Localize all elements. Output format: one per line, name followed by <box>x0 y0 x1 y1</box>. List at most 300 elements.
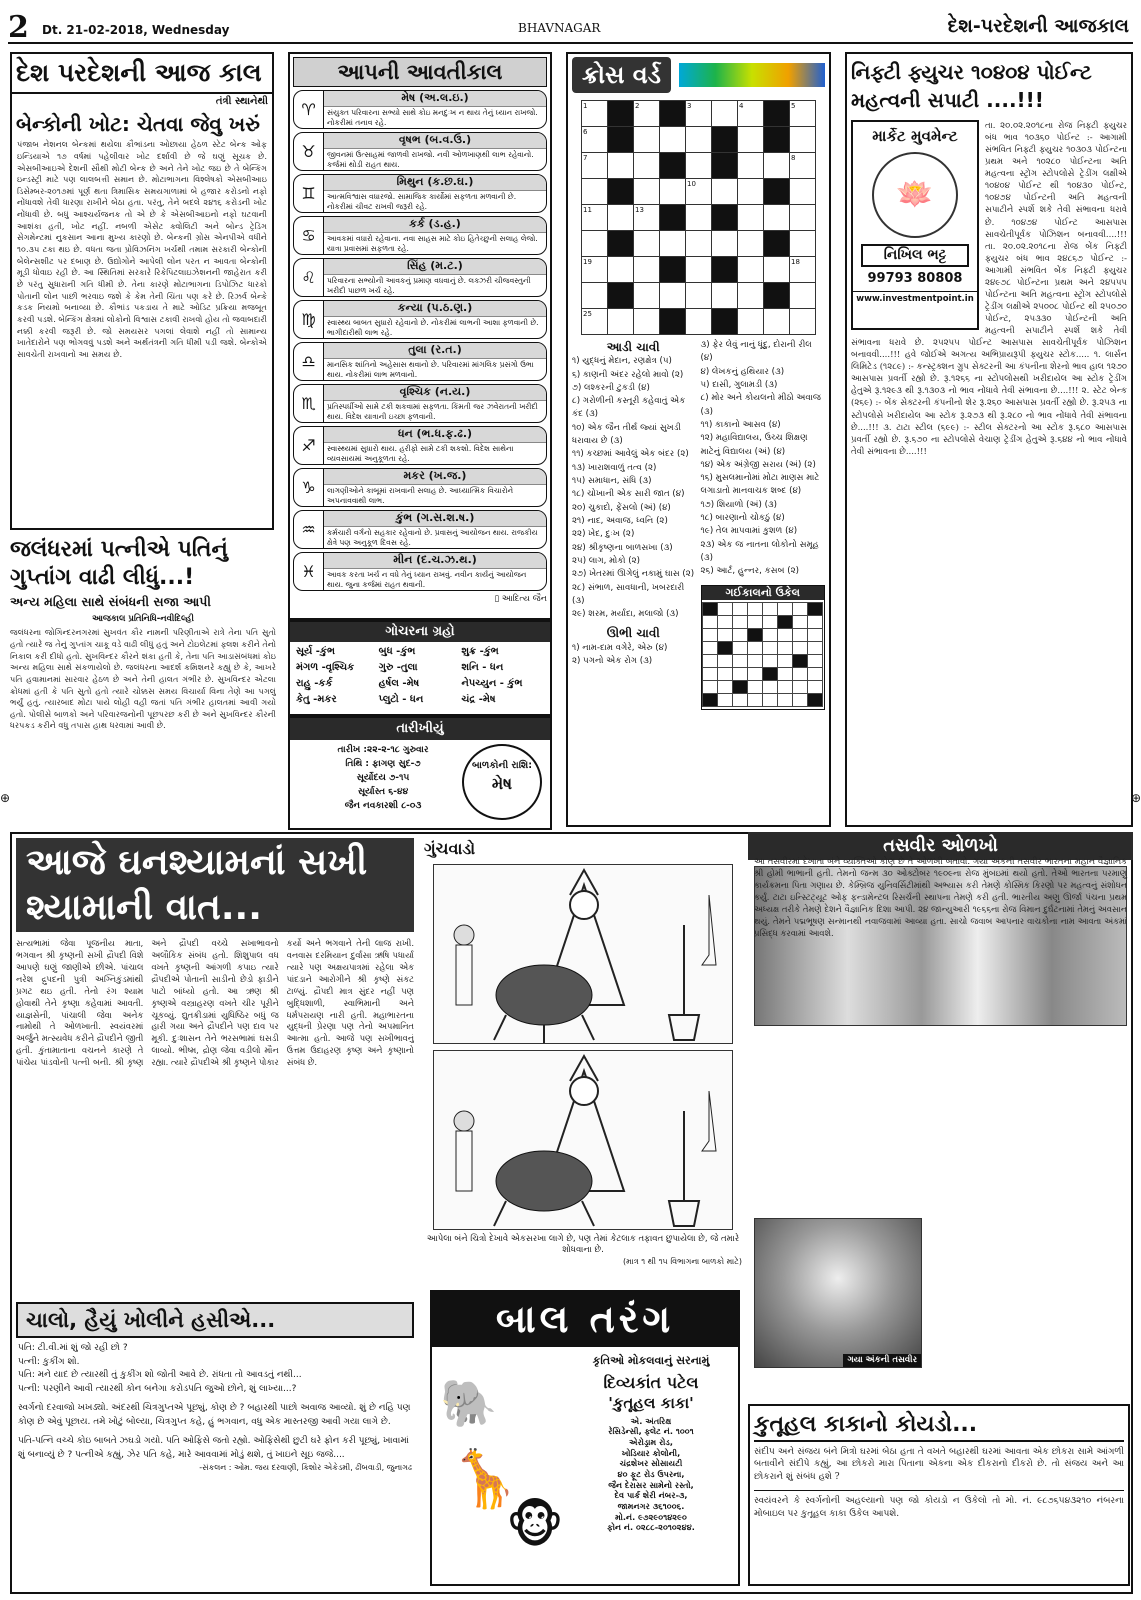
sign-description: આવકમાં વધારો રહેવાના. નવા સાહસ માટે કોઇ હિતેચ્છુની સલાહ લેજો. યાત્રા પ્રવાસમાં સફળતા રહે. <box>327 234 538 253</box>
editorial-byline: તંત્રી સ્થાનેથી <box>215 95 268 107</box>
sign-name: વૃશ્ચિક (ન.ય.) <box>324 385 546 401</box>
crossword-cell: 4 <box>738 101 764 127</box>
news-subtitle: અન્ય મહિલા સાથે સંબંધની સજા આપી <box>10 594 211 609</box>
crossword-cell <box>738 309 764 335</box>
solution-cell <box>793 603 808 616</box>
address-line: જૈન દેરાસર સામેનો રસ્તો, <box>608 1479 694 1490</box>
clue-item: ૧૯) તેલ માપવામાં કુશળ (૪) <box>700 526 798 537</box>
crossword-cell <box>790 127 816 153</box>
crossword-cell <box>712 283 738 309</box>
solution-cell <box>763 603 778 616</box>
solution-cell <box>748 616 763 629</box>
registration-mark-right: ⊕ <box>1130 791 1141 805</box>
crossword-cell <box>764 205 790 231</box>
solution-cell <box>718 668 733 681</box>
solution-cell <box>733 603 748 616</box>
solution-cell <box>748 603 763 616</box>
planets-box <box>288 620 552 716</box>
crossword-cell: 6 <box>582 127 608 153</box>
clue-item: ૨) પગનો એક રોગ (૩) <box>572 655 653 666</box>
sign-row <box>293 132 547 171</box>
crossword-cell <box>634 257 660 283</box>
crossword-cell <box>608 127 634 153</box>
crossword-cell <box>634 179 660 205</box>
calendar-box <box>288 716 552 830</box>
puzzle-box <box>424 838 742 1284</box>
crossword-color-strip <box>679 63 825 87</box>
clue-item: ૨૯) શરમ, મર્યાદા, મલાજો (૩) <box>572 609 679 620</box>
solution-cell <box>733 655 748 668</box>
solution-cell <box>778 655 793 668</box>
jokes-title: ચાલો, હૈયું ખોલીને હસીએ... <box>16 1302 414 1338</box>
zodiac-icon: ♓ <box>294 553 324 590</box>
crossword-cell: 5 <box>790 101 816 127</box>
crossword-cell <box>712 309 738 335</box>
crossword-cell: 19 <box>582 257 608 283</box>
crossword-cell <box>738 127 764 153</box>
crossword-cell <box>738 231 764 257</box>
sign-row <box>293 384 547 423</box>
joke-line: પત્ની: પરણીને આવી ત્યારથી કોન બનેગા કરોડપતિ જુઓ છોને, શું લાખ્યા...? <box>18 1383 297 1394</box>
clue-item: ૨૮) સંભાળ, સાવધાની, ખબરદારી (૩) <box>572 582 685 606</box>
sign-text <box>324 385 546 422</box>
solution-cell <box>733 681 748 694</box>
address-line: જામનગર ૩૬૧૦૦૬. <box>617 1500 685 1511</box>
jokes-box <box>16 1302 414 1590</box>
crossword-cell <box>634 127 660 153</box>
crossword-cell <box>764 101 790 127</box>
crossword-cell: 18 <box>790 257 816 283</box>
joke-line: પતિ: મને યાદ છે ત્યારથી તું કુકીંગ શો જોતી આવે છે. રાંધતા તો આવડતું નથી... <box>18 1370 302 1381</box>
crossword-cell <box>660 205 686 231</box>
sign-description: સ્વાસ્થ્ય બાબત સુધારો રહેવાનો છે. નોકરીમાં લાભની આશા ફળવાની છે. ભાગીદારીથી લાભ રહે. <box>327 318 539 337</box>
solution-cell <box>718 629 733 642</box>
solution-cell <box>763 694 778 707</box>
solution-cell <box>748 642 763 655</box>
planet-row <box>296 660 544 676</box>
zodiac-icon: ♌ <box>294 259 324 296</box>
crossword-cell <box>712 257 738 283</box>
solution-cell <box>778 694 793 707</box>
horoscope-author-name: આદિત્ય જૈન <box>501 594 547 605</box>
crossword-cell <box>764 231 790 257</box>
crossword-cell <box>738 283 764 309</box>
solution-cell <box>718 603 733 616</box>
solution-cell <box>718 694 733 707</box>
crossword-cell <box>764 153 790 179</box>
solution-cell <box>763 668 778 681</box>
sign-name: મકર (ખ.જ.) <box>324 469 546 485</box>
sign-row <box>293 342 547 381</box>
krishna-article <box>16 838 414 1298</box>
sign-text <box>324 427 546 464</box>
solution-cell <box>703 655 718 668</box>
crossword-cell <box>790 309 816 335</box>
solution-cell <box>703 616 718 629</box>
solution-cell <box>778 603 793 616</box>
planet-row <box>296 692 544 708</box>
zodiac-icon: ♊ <box>294 175 324 212</box>
solution-cell <box>778 642 793 655</box>
clue-item: ૧૨) મહાવિદ્યાલય, ઉચ્ચ શિક્ષણ માટેનું વિદ્યાલય (અં) (૪) <box>700 433 808 457</box>
crossword-cell <box>686 231 712 257</box>
solution-cell <box>718 655 733 668</box>
solution-cell <box>718 681 733 694</box>
sign-text <box>324 301 546 338</box>
clue-item: ૭) લશ્કરની ટુકડી (૪) <box>572 382 650 393</box>
planet-cell: રાહુ -કર્ક <box>296 677 333 689</box>
photo-quiz-body: આ તસવીરમાં દેખાતા બંને વ્યક્તિઓ કોણ છે તે ઓળખી બતાવો. ગયા અંકની તસવીર ભારતના મહાન વૈજ્ઞાનિક શ્રી હોમી ભાભાની હતી. તેમનો જન્મ ૩૦ ઓક્ટોબર ૧૯૦૯ના રોજ મુંબઇમાં થયો હતો. તેઓ ભારતના પરમાણુ કાર્યક્રમના પિતા ગણાય છે. કેમ્બ્રિજ યુનિવર્સિટીમાંથી અભ્યાસ કરી તેમણે કોસ્મિક કિરણો પર મહત્વનું સંશોધન કર્યું. ટાટા ઇન્સ્ટિટ્યૂટ ઓફ ફન્ડામેન્ટલ રિસર્ચની સ્થાપના તેમણે કરી હતી. ભારતીય અણુ ઊર્જા પંચના પ્રથમ અધ્યક્ષ તરીકે તેમણે દેશને વૈજ્ઞાનિક દિશા આપી. ૨૪ જાન્યુઆરી ૧૯૬૬ના રોજ વિમાન દુર્ઘટનામાં તેમનું અવસાન થયું. તેમને પદ્મભૂષણ સન્માનથી નવાજવામાં આવ્યા હતા. સાચો જવાબ આપનાર વાચકોના નામ આવતા અંકમાં પ્રસિદ્ધ કરવામાં આવશે. <box>754 856 1127 938</box>
planet-row <box>296 644 544 660</box>
solution-cell <box>703 681 718 694</box>
solution-cell <box>748 629 763 642</box>
solution-cell <box>808 616 823 629</box>
nifty-title: નિફ્ટી ફ્યુચર ૧૦૪૦૪ પોઈન્ટ મહત્વની સપાટી ....!!! <box>851 60 1092 112</box>
crossword-cell <box>660 127 686 153</box>
clue-item: ૨૦) ચુકાદો, ફેંસલો (અં) (૪) <box>572 502 671 513</box>
calendar-line: તારીખ :૨૨-૨-૧૮ ગુરુવાર <box>337 745 429 755</box>
crossword-cell <box>790 205 816 231</box>
sign-name: કુંભ (ગ.સ.શ.ષ.) <box>324 511 546 527</box>
clue-item: ૧૬) મુસલમાનોમાં મોટા માણસ માટે લગાડાતો માનવાચક શબ્દ (૪) <box>700 473 820 497</box>
clue-item: ૨૩) એક જ નાતના લોકોનો સમૂહ (૩) <box>700 539 819 563</box>
sign-description: કર્મચારી વર્ગનો સહકાર રહેવાનો છે. પ્રવાસનું આયોજન થાય. રાજકીય ક્ષેત્રે પણ અનુકૂળ દિવસ રહે. <box>327 528 538 547</box>
sign-name: કર્ક (ડ.હ.) <box>324 217 546 233</box>
horoscope-title: આપની આવતીકાલ <box>293 57 547 87</box>
crossword-cell <box>686 127 712 153</box>
previous-photo <box>754 1218 922 1368</box>
zodiac-icon: ♏ <box>294 385 324 422</box>
clue-item: ૩) ફેર લેવું નાનું ધૂંદુ, દોરાની રીલ (૪) <box>700 340 812 364</box>
crossword-cell <box>764 309 790 335</box>
puzzle-caption: આપેલા બંને ચિત્રો દેખાવે એકસરખા લાગે છે, પણ તેમાં કેટલાક તફાવત છુપાયેલા છે, જે તમારે શોધવાના છે. <box>426 1233 740 1256</box>
sign-name: વૃષભ (બ.વ.ઉ.) <box>324 133 546 149</box>
joke-line: સ્વર્ગનો દરવાજો ખખડ્યો. અંદરથી ચિત્રગુપ્તએ પૂછ્યું, કોણ છે ? બહારથી પાછો અવાજ આવ્યો. શું છે નહિ પણ કોણ છે એવું પૂછાય. તમે ખોટું બોલ્યા, ચિત્રગુપ્ત કહે, હું ભગવાન, વધુ એક માસ્તરજી આવી ગયા લાગે છે. <box>18 1403 411 1427</box>
clue-item: ૨૭) ખેતરમાં ઊગેલું નકામું ઘાસ (૨) <box>572 569 695 580</box>
crossword-cell <box>686 309 712 335</box>
solution-cell <box>748 655 763 668</box>
sign-row <box>293 468 547 507</box>
down-clues-a <box>572 642 695 669</box>
sign-text <box>324 217 546 254</box>
crossword-cell <box>608 179 634 205</box>
clue-item: ૫) દાસી, ગુલામડી (૩) <box>700 379 778 390</box>
crossword-cell <box>764 283 790 309</box>
crossword-cell <box>608 153 634 179</box>
solution-box <box>701 585 825 711</box>
planet-cell: બુધ -કુંભ <box>378 645 416 657</box>
solution-cell <box>748 668 763 681</box>
crossword-cell <box>608 101 634 127</box>
news-dateline: આજકાલ પ્રતિનિધિ-નવીદિલ્હી <box>92 613 194 624</box>
sign-description: પરિવારના સભ્યોની આવકનું પ્રમાણ વધવાનું છે. લક્ઝરી ચીજવસ્તુની ખરીદી પાછળ ખર્ચ રહે. <box>327 276 531 295</box>
puzzle-image-2 <box>433 1050 733 1230</box>
puzzle-image-1 <box>433 864 733 1044</box>
nifty-box <box>845 52 1133 827</box>
solution-cell <box>703 668 718 681</box>
riddle-answer-note: સ્વયંવરને કે સ્વર્ગનોની અહલ્યાનો પણ જો કોયડો ન ઉકેલો તો મો. નં. ૯૮૭૬૫૪૩૨૧૦ નંબરના મોબાઇલ પર કુતૂહલ કાકા ઉકેલ આપશે. <box>754 1490 1124 1521</box>
solution-cell <box>778 616 793 629</box>
clue-item: ૧૮) ચોખાની એક સારી જાત (૪) <box>572 489 685 500</box>
riddle-box <box>748 1404 1130 1586</box>
column-logo: 🪷 <box>872 152 958 238</box>
solution-cell <box>733 616 748 629</box>
crossword-cell <box>712 231 738 257</box>
address-line: ૪૦ ફૂટ રોડ ઉપરના, <box>617 1468 685 1479</box>
solution-cell <box>733 629 748 642</box>
planets-title: ગોચરના ગ્રહો <box>290 622 550 642</box>
sign-description: લાગણીઓને કાબૂમાં રાખવાની સલાહ છે. આધ્યાત્મિક વિચારોને અપનાવવાથી લાભ. <box>327 486 514 505</box>
crossword-cell <box>686 257 712 283</box>
solution-cell <box>808 629 823 642</box>
quiz-columns <box>748 856 1133 1368</box>
clue-item: ૧) યુદ્ધનું મેદાન, રણક્ષેત્ર (૫) <box>572 356 672 367</box>
planet-cell: મંગળ -વૃશ્ચિક <box>296 661 355 673</box>
solution-cell <box>748 694 763 707</box>
crossword-cell: 10 <box>686 179 712 205</box>
sign-row <box>293 300 547 339</box>
solution-cell <box>808 694 823 707</box>
crossword-cell <box>660 231 686 257</box>
solution-cell <box>703 603 718 616</box>
crossword-cell <box>738 153 764 179</box>
sign-row <box>293 510 547 549</box>
clue-item: ૨૬) આર્ટ, હુન્નર, કસબ (૨) <box>700 566 799 577</box>
crossword-clues <box>568 335 829 710</box>
column-name: માર્કેટ મુવમેન્ટ <box>872 127 958 145</box>
solution-cell <box>763 629 778 642</box>
news-story <box>10 536 276 826</box>
clue-item: ૨૫) લાગ, મોકો (૨) <box>572 555 641 566</box>
crossword-cell <box>660 283 686 309</box>
puzzle-title: ગુંચવાડો <box>424 839 476 858</box>
zodiac-icon: ♋ <box>294 217 324 254</box>
calendar-title: તારીખીયું <box>290 718 550 740</box>
solution-cell <box>808 642 823 655</box>
section-title: દેશ-પરદેશની આજકાલ <box>947 15 1129 37</box>
issue-date: Dt. 21-02-2018, Wednesday <box>42 23 230 37</box>
crossword-cell <box>608 231 634 257</box>
zodiac-icon: ♈ <box>294 91 324 128</box>
address-line: રેસિડેન્સી, ફ્લેટ નં. ૧૦૦૧ <box>608 1426 694 1437</box>
solution-cell <box>778 629 793 642</box>
zodiac-icon: ♎ <box>294 343 324 380</box>
sign-text <box>324 91 546 128</box>
zodiac-icon: ♐ <box>294 427 324 464</box>
crossword-cell: 1 <box>582 101 608 127</box>
city-name: BHAVNAGAR <box>518 21 601 35</box>
solution-cell <box>703 642 718 655</box>
witch-cauldron-drawing-2 <box>434 1051 734 1231</box>
puzzle-note: (માત્ર ૧ થી ૧૫ વિભાગના બાળકો માટે) <box>623 1257 742 1267</box>
solution-cell <box>793 694 808 707</box>
solution-cell <box>808 603 823 616</box>
crossword-cell <box>582 179 608 205</box>
photo-quiz-box <box>748 832 1133 1402</box>
zodiac-icon: ♉ <box>294 133 324 170</box>
solution-cell <box>763 616 778 629</box>
sign-name: મીન (દ.ચ.ઝ.થ.) <box>324 553 546 569</box>
news-body: જલંધરના જોગિન્દરનગરમાં સુખવંત કૌર નામની પરિણીતાએ રાત્રે તેના પતિ સુતો હતો ત્યારે જ તેનું ગુપ્તાંગ ચાકૂ વડે વાઢી લીધું હતું અને ટોઇલેટમાં ફ્લશ કરીને તેનો નિકાલ કરી દીધો હતો. સુખવિન્દર કૌરને શંકા હતી કે, તેના પતિ આડાસંબંધમાં કોઇ અન્ય મહિલા સાથે સંકળાયેલો છે. જલંધરના આદર્શ કમિશનરે કહ્યું છે કે, આખરે પતિ હવામાનમાં સારવાર હેઠળ છે અને તેની હાલત ગંભીર છે. સુખવિન્દર એટલા ક્રોધમાં હતી કે પતિ સુતો હતો ત્યારે ચોક્કસ સમય વિચાર્યા વિના તેણે આ પગલું ભર્યું હતું. ત્યારબાદ મોટા પાયે લોહી વહી જતાં પતિ ગંભીર હાલતમાં આવી ગયો હતો. પોલીસે બાળકો અને પરિવારજનોની પૂછપરછ કરી છે અને સુખવિન્દર કૌરની ધરપકડ કરીને વધુ તપાસ હાથ ધરવામાં આવી છે. <box>10 627 276 731</box>
clue-item: ૧) નામ-દામ વગેરે, એરુ (૪) <box>572 642 668 653</box>
nifty-body: તા. ૨૦.૦૨.૨૦૧૮ના રોજ નિફ્ટી ફ્યુચર બંધ ભાવ ૧૦૩૬૦ પોઈન્ટ :- આગામી સંભવિત નિફ્ટી ફ્યુચર ૧૦૩૦૩ પોઈન્ટના પ્રથમ અને ૧૦૨૮૦ પોઈન્ટના અતિ મહત્વના સ્ટ્રોંગ સ્ટોપલોસે ટ્રેડીંગ લક્ષીએ ૧૦૪૦૪ પોઈન્ટ થી ૧૦૪૩૦ પોઈન્ટ, ૧૦૪૭૪ પોઈન્ટની અતિ મહત્વની સપાટીને સ્પર્શે શકે તેવી સંભાવના ધરાવે છે. ૧૦૪૭૪ પોઈન્ટ આસપાસ સાવચેતીપૂર્વક પોઝિશન બનાવવી....!!! તા. ૨૦.૦૨.૨૦૧૮ના રોજ બેંક નિફ્ટી ફ્યુચર બંધ ભાવ ૨૪૮૬૭ પોઈન્ટ :- આગામી સંભવિત બેંક નિફ્ટી ફ્યુચર ૨૪૯૭૮ પોઈન્ટના પ્રથમ અને ૨૪૫૫૫ પોઈન્ટના અતિ મહત્વના સ્ટ્રોંગ સ્ટોપલોસે ટ્રેડીંગ લક્ષીએ ૨૫૦૦૮ પોઈન્ટ થી ૨૫૦૭૦ પોઈન્ટ, ૨૫૩૩૦ પોઈન્ટની અતિ મહત્વની સપાટીને સ્પર્શે શકે તેવી સંભાવના ધરાવે છે. ૨૫૨૫૫ પોઈન્ટ આસપાસ સાવચેતીપૂર્વક પોઝિશન બનાવવી....!!! હવે જોઈએ અગત્ય અભિપ્રાયરૂપી ફ્યુચર સ્ટોક..... ૧. લાર્સન લિમિટેડ (૧૨૮૯) :- કન્સ્ટ્રક્શન ગ્રુપ સેક્ટરની આ કંપનીના શેરનો ભાવ હાલ ૧૨૭૦ આસપાસ પ્રવર્તી રહ્યો છે. રૂ.૧૨૬૬ ના સ્ટોપલોસથી ખરીદાયેલ આ સ્ટોક ટ્રેડીંગ હેતુએ રૂ.૧૨૯૩ થી રૂ.૧૩૦૩ નો ભાવ નોંધાવે તેવી સંભાવના છે....!!! ૨. સ્ટેટ બેન્ક (૨૬૯) :- બેંક સેક્ટરની કંપનીનો શેર રૂ.૨૬૦ આસપાસ પ્રવર્તી રહ્યો છે. રૂ.૨૫૩ ના સ્ટોપલોસે ખરીદાયેલ આ સ્ટોક રૂ.૨૭૩ થી રૂ.૨૮૦ નો ભાવ નોંધાવે તેવી સંભાવના છે....!!! ૩. ટાટા સ્ટીલ (૬૯૯) :- સ્ટીલ સેક્ટરનો આ સ્ટોક રૂ.૬૮૦ આસપાસ પ્રવર્તી રહ્યો છે. રૂ.૬૭૦ ના સ્ટોપલોસે વેચાણ ટ્રેડીંગ હેતુએ રૂ.૬૪૪ નો ભાવ નોંધાવે તેવી સંભાવના છે....!!! <box>851 121 1127 457</box>
riddle-title: કુતૂહલ કાકાનો કોયડો... <box>754 1410 1124 1442</box>
crossword-cell <box>686 205 712 231</box>
horoscope-author: ▯ આદિત્ય જૈન <box>494 594 547 605</box>
child-rashi: મેષ <box>491 773 513 793</box>
solution-cell <box>733 642 748 655</box>
address-line: એ. અંતરિક્ષ <box>630 1415 672 1426</box>
crossword-cell: 8 <box>790 153 816 179</box>
crossword-cell: 25 <box>582 309 608 335</box>
crossword-cell <box>712 127 738 153</box>
solution-cell <box>808 655 823 668</box>
crossword-cell: 11 <box>582 205 608 231</box>
planet-table <box>290 642 550 710</box>
crossword-cell <box>712 153 738 179</box>
crossword-cell <box>634 283 660 309</box>
planet-cell: શનિ - ધન <box>461 661 504 673</box>
child-rashi-oval <box>462 744 542 820</box>
solution-grid <box>702 602 823 707</box>
solution-cell <box>793 681 808 694</box>
sign-list <box>293 90 547 591</box>
sign-description: આવક કરતા ખર્ચ ન વધે તેનું ધ્યાન રાખવું. નવીન કાર્યનું આયોજન થાય. જુના કર્જમાં રાહત થવાની. <box>327 570 527 589</box>
sign-name: મિથુન (ક.છ.ઘ.) <box>324 175 546 191</box>
baltarang-pen-name: 'કુતૂહલ કાકા' <box>608 1394 694 1413</box>
solution-cell <box>718 616 733 629</box>
crossword-box <box>566 52 831 827</box>
sign-description: જીવનમાં ઉત્સાહમાં જાળવી રાખજો. નવી ઓળખાણથી લાભ રહેવાનો. કર્જમાં થોડી રાહત થાય. <box>327 150 534 169</box>
clue-item: ૧૩) ખારાશવાળું તત્વ (૨) <box>572 462 657 473</box>
address-line: એરોડ્રામ રોડ, <box>629 1437 673 1447</box>
planet-cell: ચંદ્ર -મેષ <box>461 693 496 705</box>
giraffe-icon: 🦒 <box>450 1447 520 1512</box>
address-line: ચંદ્રશેખર સોસાયટી <box>619 1458 683 1469</box>
clue-item: ૨૧) નાદ, અવાજ, ધ્વનિ (૨) <box>572 515 668 526</box>
joke-line: -સંકલન : ઓમ. જય દરવાણી, કિશોર એકેડમી, ઢીંબવાડી, જુનાગઢ <box>199 1463 412 1473</box>
sign-name: મેષ (અ.લ.ઇ.) <box>324 91 546 107</box>
baltarang-box <box>430 1290 740 1586</box>
crossword-cell <box>634 309 660 335</box>
crossword-cell <box>608 283 634 309</box>
page-header <box>8 10 1133 45</box>
solution-title: ગઈકાલનો ઉકેલ <box>702 586 824 601</box>
clue-item: ૧૪) એક અંગ્રેજી સરાય (અં) (૨) <box>700 459 816 470</box>
down-title: ઊભી ચાવી <box>606 626 660 641</box>
zodiac-icon: ♍ <box>294 301 324 338</box>
solution-cell <box>793 616 808 629</box>
sign-description: આત્મવિશ્વાસ વધારજો. સામાજિક કાર્યોમાં સફળતા મળવાની છે. નોકરીમાં ચીવટ રાખવી જરૂરી રહે. <box>327 192 517 211</box>
clue-item: ૮) મોર અને કોયલનો મીઠો અવાજ (૩) <box>700 393 822 417</box>
planet-cell: સૂર્ય -કુંભ <box>296 645 335 657</box>
crossword-cell <box>764 127 790 153</box>
solution-cell <box>793 642 808 655</box>
horoscope-box <box>288 52 552 620</box>
sign-name: ધન (ભ.ધ.ફ.ઢ.) <box>324 427 546 443</box>
sign-text <box>324 469 546 506</box>
editorial-title: બેન્કોની ખોટ: ચેતવા જેવુ ખરું <box>16 112 260 137</box>
crossword-cell <box>738 257 764 283</box>
solution-cell <box>793 629 808 642</box>
crossword-cell <box>608 257 634 283</box>
clue-item: ૨૪) શ્રીકૃષ્ણના બાળસખા (૩) <box>572 542 673 553</box>
sign-row <box>293 174 547 213</box>
sign-row <box>293 90 547 129</box>
sign-row <box>293 258 547 297</box>
planet-cell: શુક્ર -કુંભ <box>461 645 499 657</box>
previous-photo-caption: ગયા અંકની તસવીર <box>843 1354 921 1367</box>
crossword-cell <box>686 153 712 179</box>
crossword-cell <box>790 283 816 309</box>
crossword-cell <box>764 257 790 283</box>
calendar-lines <box>298 744 468 814</box>
sign-text <box>324 343 546 380</box>
crossword-title: ક્રોસ વર્ડ <box>572 57 671 93</box>
solution-cell <box>733 694 748 707</box>
clue-item: ૧૭) શિયાળો (અં) (૩) <box>700 499 778 510</box>
planet-cell: હર્ષલ -મેષ <box>378 677 420 689</box>
nifty-author-box <box>851 120 979 330</box>
solution-cell <box>763 655 778 668</box>
sign-row <box>293 552 547 591</box>
planet-cell: નેપચ્યુન - કુંભ <box>461 677 523 689</box>
address-line: મો.નં. ૯૭૨૯૦૧૪૨૯૦ <box>615 1511 687 1522</box>
clue-item: ૬) કાણની અંદર રહેલો માવો (૨) <box>572 369 684 380</box>
joke-line: પત્ની: કુકીંગ શો. <box>18 1356 80 1367</box>
crossword-cell <box>634 153 660 179</box>
masthead: દેશ પરદેશની આજ કાલ <box>12 54 272 94</box>
sign-text <box>324 259 546 296</box>
solution-cell <box>808 681 823 694</box>
riddle-body: સંદીપ અને સંજય બંને મિત્રો ઘરમાં બેઠા હતા તે વખતે બહારથી ઘરમાં આવતા એક છોકરા સામે આંગળી બતાવીને સંદીપે કહ્યું, આ છોકરો મારા પિતાના એકના એક દીકરાનો દીકરો છે. તો સંજય અને આ છોકરાને શું સંબંધ હશે ? <box>754 1446 1124 1483</box>
news-title: જલંધરમાં પત્નીએ પતિનું ગુપ્તાંગ વાઢી લીધું...! <box>10 537 228 590</box>
sign-description: માનસિક શાંતિનો અહેસાસ થવાનો છે. પરિવારમાં માંગલિક પ્રસંગો ઉભા થાય. નોકરીમાં લાભ મળવાનો. <box>327 360 534 379</box>
planet-cell: કેતુ -મકર <box>296 693 337 705</box>
child-rashi-label: બાળકોની રાશિ: <box>471 760 533 771</box>
crossword-grid <box>581 100 816 335</box>
solution-cell <box>703 629 718 642</box>
solution-cell <box>808 668 823 681</box>
sign-text <box>324 511 546 548</box>
sign-name: કન્યા (પ.ઠ.ણ.) <box>324 301 546 317</box>
krishna-body: સત્યભામાં જેવા પૂજનીય માતા, ભગવાન શ્રી કૃષ્ણની સખી દ્રૌપદી વિશે આપણે ઘણું જાણીએ છીએ. પાંચાલ નરેશ દ્રુપદની પુત્રી અગ્નિકુંડમાંથી પ્રગટ થઇ હતી. તેનો રંગ શ્યામ હોવાથી તેને કૃષ્ણા કહેવામાં આવતી. યાજ્ઞસેની, પાંચાલી જેવા અનેક નામોથી તે ઓળખાતી. સ્વયંવરમાં અર્જુને મત્સ્યવેધ કરીને દ્રૌપદીને જીતી હતી. કુંતામાતાના વચનને કારણે તે પાંચેય પાંડવોની પત્ની બની. શ્રી કૃષ્ણ અને દ્રૌપદી વચ્ચે સખાભાવનો અલૌકિક સંબંધ હતો. શિશુપાલ વધ વખતે કૃષ્ણની આંગળી કપાઇ ત્યારે દ્રૌપદીએ પોતાની સાડીનો છેડો ફાડીને પાટો બાંધ્યો હતો. આ ઋણ શ્રી કૃષ્ણએ વસ્ત્રાહરણ વખતે ચીર પૂરીને ચૂકવ્યું. દ્યુતક્રીડામાં યુધિષ્ઠિર બધું જ હારી ગયા અને દ્રૌપદીને પણ દાવ પર મૂકી. દુઃશાસન તેને ભરસભામાં ઘસડી લાવ્યો. ભીષ્મ, દ્રોણ જેવા વડીલો મૌન રહ્યા. ત્યારે દ્રૌપદીએ શ્રી કૃષ્ણને પોકાર કર્યો અને ભગવાને તેની લાજ રાખી. વનવાસ દરમિયાન દુર્વાસા ઋષિ પધાર્યા ત્યારે પણ અક્ષયપાત્રમાં રહેલા એક પાંદડાને આરોગીને શ્રી કૃષ્ણે સંકટ ટાળ્યું. દ્રૌપદી માત્ર સુંદર નહીં પણ બુદ્ધિશાળી, સ્વાભિમાની અને ધર્મપરાયણ નારી હતી. મહાભારતના યુદ્ધની પ્રેરણા પણ તેનો અપમાનિત આત્મા હતો. આજે પણ સખીભાવનું ઉત્તમ ઉદાહરણ કૃષ્ણ અને કૃષ્ણાનો સંબંધ છે. <box>16 938 414 1068</box>
baltarang-title: બાલ તરંગ <box>432 1292 738 1347</box>
crossword-cell <box>582 283 608 309</box>
zodiac-icon: ♑ <box>294 469 324 506</box>
baltarang-intro: કૃતિઓ મોકલવાનું સરનામું <box>592 1354 710 1367</box>
editorial-body: પંજાબ નેશનલ બેન્કમાં થયેલા કૌભાંડના ઓછાયા હેઠળ સ્ટેટ બેન્ક ઓફ ઇન્ડિયાએ ૧૭ વર્ષમાં પહેલીવાર ખોટ દર્શાવી છે જે ઘણું સૂચક છે. એસબીઆઇએ દેશની સૌથી મોટી બેન્ક છે અને તેને ખોટ જઇ છે તે બેન્કિંગ ઇન્ડસ્ટ્રી માટે પણ લાલબત્તી સમાન છે. મોટાભાગના વિશ્લેષકો એસબીઆઇ ડિસેમ્બર-૨૦૧૭માં પૂર્ણ થતા ત્રિમાસિક સમયગાળામાં બે હજાર કરોડનો નફો નોંધાવશે તેવી ધારણા રાખીને બેઠા હતા. પરંતુ, તેને બદલે ૨૪૧૬ કરોડની ખોટ નોંધાવી છે. બધું આશ્ચર્યજનક તો એ છે કે એસબીઆઇનો નફો ઘટવાની આશંકા હતી, ખોટ નહીં. નબળી એસેટ ક્વોલિટી અને બોન્ડ ટ્રેડિંગ સેગમેન્ટમાં નુકસાન આના મુખ્ય કારણો છે. બેન્કની ગ્રોસ એનપીએ વધીને ૧૦.૩૫ ટકા થઇ છે. વધતા જતા પ્રોવિઝનિંગ ખર્ચથી તમામ સરકારી બેન્કોની બેલેન્સશીટ પર દબાણ છે. ઉદ્યોગોને આપેલી લોન પરત ન આવતા બેન્કોની મૂડી ધોવાઇ રહી છે. આ સ્થિતિમાં સરકારે રિકેપિટલાઇઝેશનની જાહેરાત કરી છે પરંતુ સુધારાની ગતિ ધીમી છે. તેના કારણે મોટાભાગના ડિપોઝિટ ધારકો પોતાની લોન પાછી ભરવાઇ જશે કે કેમ તેની ચિંતા પણ કરે છે. રિઝર્વ બેન્કે કડક નિયમો બનાવ્યા છે. કૌભાંડ પકડાય તે માટે ઓડિટ પ્રક્રિયા મજબૂત કરવી પડશે. બેન્કિંગ ક્ષેત્રમાં લોકોનો વિશ્વાસ ટકાવી રાખવો હોય તો જવાબદારી નક્કી કરવી જરૂરી છે. જો સમયસર પગલાં લેવાશે નહીં તો સામાન્ય ખાતેદારોને પણ ભોગવવું પડશે અને અર્થતંત્રની ગતિ ધીમી પડી જશે. બેન્કોએ સાવચેતી રાખવાનો આ સમય છે. <box>17 139 267 359</box>
planet-cell: ગુરુ -તુલા <box>378 661 418 673</box>
author-name: નિખિલ ભટ્ટ <box>861 244 969 267</box>
crossword-cell <box>712 101 738 127</box>
krishna-title: આજે ઘનશ્યામનાં સખી શ્યામાની વાત... <box>16 838 414 932</box>
solution-cell <box>793 668 808 681</box>
sign-description: સ્વાસ્થ્યમાં સુધારો થાય. હરીફો સામે ટકી શકશો. વિદેશ સાથેના વ્યવસાયમાં અનુકૂળતા રહે. <box>327 444 514 463</box>
across-clues <box>572 355 695 621</box>
address-lines <box>566 1416 736 1533</box>
sign-description: પ્રતિસ્પર્ધીઓ સામે ટકી શકવામાં સફળતા. કિંમતી જર ઝવેરાતની ખરીદી થાય. વિદેશ યાત્રાની ઇચ્છા ફળવાની. <box>327 402 538 421</box>
crossword-cell <box>738 179 764 205</box>
address-line: ફોન નં. ૦૨૮૮-૨૦૧૦૨૪૪. <box>607 1522 695 1533</box>
calendar-line: સૂર્યાસ્ત ૬-૪૪ <box>357 786 409 797</box>
crossword-cell: 3 <box>686 101 712 127</box>
author-website: www.investmentpoint.in <box>853 291 977 305</box>
crossword-cell <box>764 179 790 205</box>
crossword-cell <box>582 231 608 257</box>
sign-text <box>324 133 546 170</box>
solution-cell <box>718 642 733 655</box>
